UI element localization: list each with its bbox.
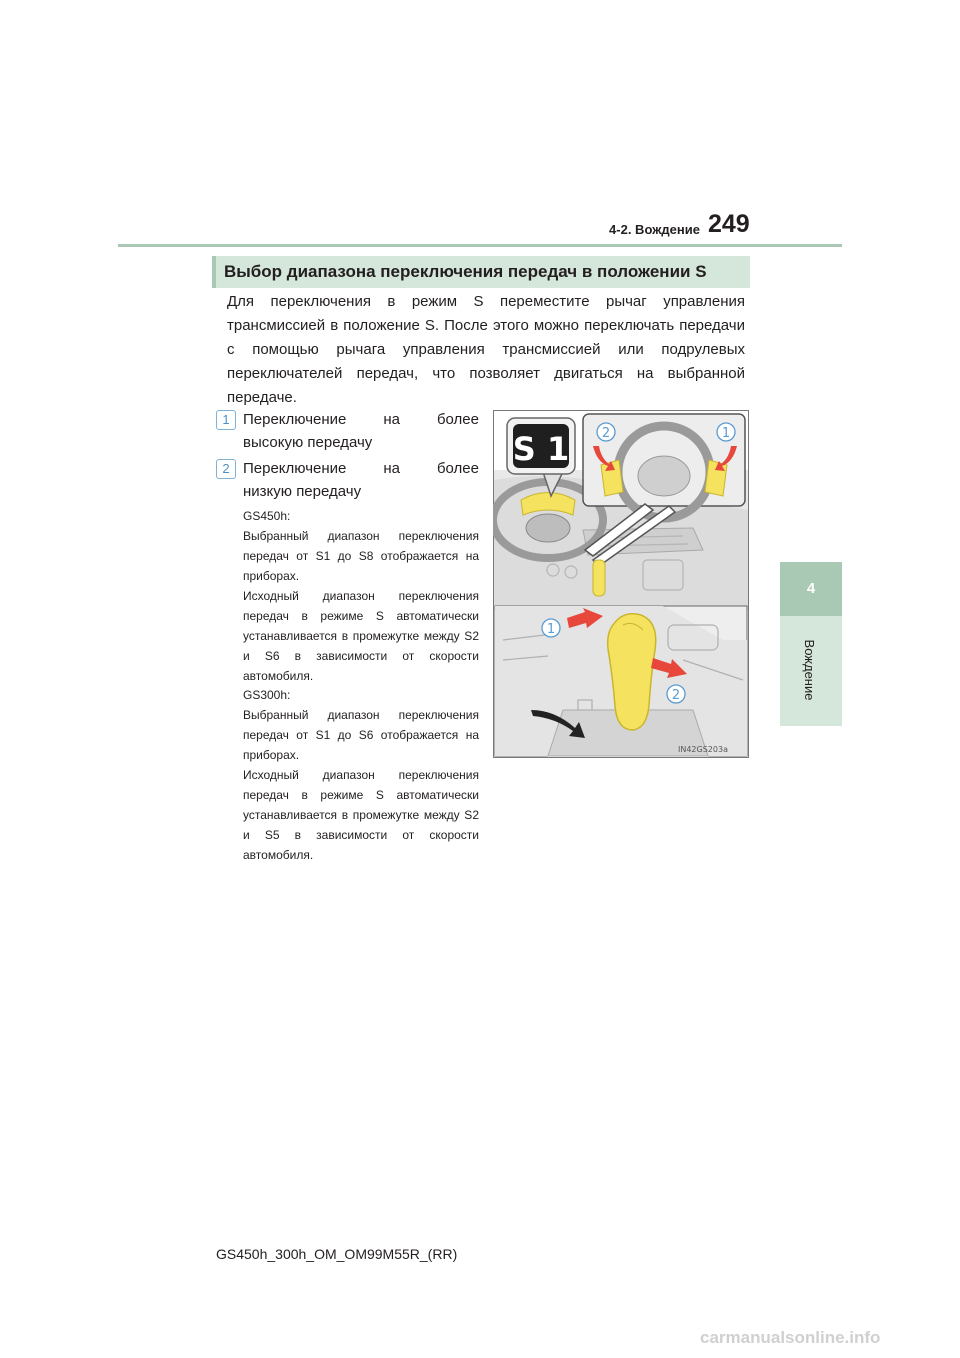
chapter-label: Вождение [802,639,817,701]
svg-text:2: 2 [671,688,681,703]
svg-text:1: 1 [721,426,731,441]
lever-callout-1 [542,619,560,637]
step-2-text [243,457,479,503]
figure-code: IN42GS203a [678,745,728,754]
intro-paragraph: Для переключения в режим S переместите рычаг управления трансмиссией в положение S. После этого можно переключать передачи с помощью рычага управления трансмиссией или подрулевых переключателей передач, что позволяет двигаться на выбранной передаче. [227,293,745,406]
step-2-number: 2 [216,459,236,479]
note-gs300h-text-1: Выбранный диапазон переключения передач от S1 до S6 отображается на приборах. [243,708,479,762]
watermark: carmanualsonline.info [700,1328,881,1347]
lever-callout-2 [667,685,685,703]
note-gs300h [243,685,479,865]
step-2-word-b: на [383,460,400,477]
header-rule [118,244,842,247]
display-text: S 1 [512,430,570,468]
header-section-title: 4-2. Вождение [609,222,700,237]
svg-text:2: 2 [601,426,611,441]
note-gs450h-model: GS450h: [243,509,291,523]
note-gs450h-text-2: Исходный диапазон переключения передач в режиме S автоматически устанавливается в промежутке между S2 и S6 в зависимости от скорости автомобиля. [243,589,479,683]
note-gs450h [243,506,479,686]
note-gs300h-model: GS300h: [243,688,291,702]
step-1-text [243,408,479,454]
shift-lever-inset [495,606,747,756]
footer-model-code: GS450h_300h_OM_OM99M55R_(RR) [216,1246,458,1262]
section-title: Выбор диапазона переключения передач в положении S [224,262,707,281]
section-heading-band [212,256,750,288]
paddle-inset [583,414,745,518]
step-2-line-2: низкую передачу [243,483,362,500]
svg-text:1: 1 [546,622,556,637]
step-1-word-b: на [383,411,400,428]
step-2-word-a: Переключение [243,460,347,477]
step-1-word-c: более [436,411,479,428]
step-1-number: 1 [216,410,236,430]
paddle-callout-1 [717,423,735,441]
gear-selection-illustration [493,410,749,758]
page-number: 249 [708,210,750,238]
chapter-tab: 4 [780,562,842,616]
paddle-callout-2 [597,423,615,441]
note-gs450h-text-1: Выбранный диапазон переключения передач от S1 до S8 отображается на приборах. [243,529,479,583]
note-gs300h-text-2: Исходный диапазон переключения передач в режиме S автоматически устанавливается в промежутке между S2 и S5 в зависимости от скорости автомобиля. [243,768,479,862]
step-1-line-2: высокую передачу [243,434,373,451]
step-1-word-a: Переключение [243,411,347,428]
step-2-word-c: более [436,460,479,477]
